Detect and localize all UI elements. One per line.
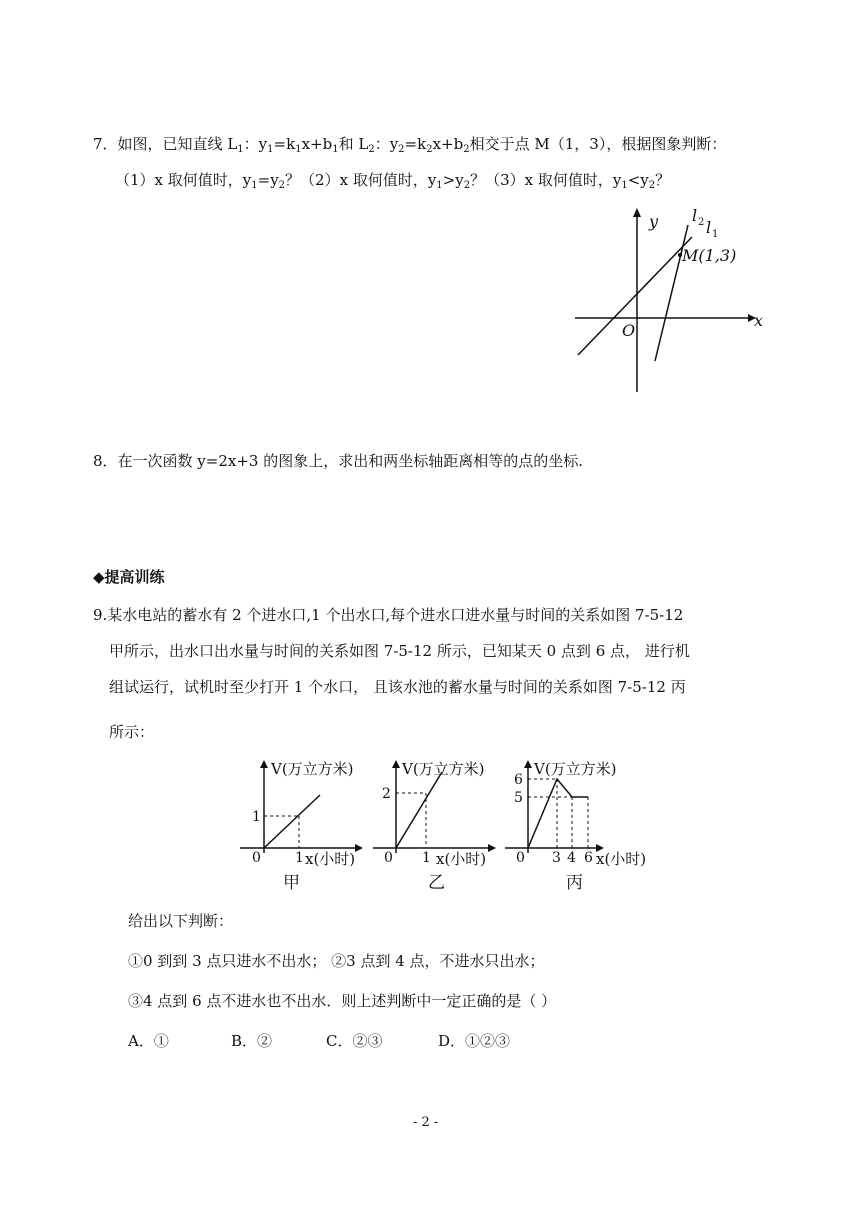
- x-tick-3: 3: [552, 850, 561, 866]
- sub: 1: [295, 144, 302, 155]
- option-c[interactable]: C．②③: [326, 1032, 383, 1050]
- q7-part-a: （1）x 取何值时，y: [115, 171, 252, 189]
- page-number: - 2 -: [413, 1115, 439, 1130]
- sub: 2: [426, 144, 433, 155]
- y-axis-arrow: [260, 760, 268, 768]
- origin-label: 0: [384, 850, 393, 866]
- label-y: y: [649, 212, 659, 231]
- x-tick-6: 6: [584, 850, 593, 866]
- q7-number: 7．: [93, 135, 118, 153]
- q7-text-c: =k: [273, 135, 296, 153]
- judge-line2: ③4 点到 6 点不进水也不出水．则上述判断中一定正确的是（ ）: [128, 992, 557, 1010]
- q7-text-i: 相交于点 M（1，3），根据图象判断：: [469, 135, 727, 153]
- caption: 乙: [428, 873, 445, 893]
- q7-text-a: 如图，已知直线 L: [117, 135, 238, 153]
- y-axis-arrow: [524, 760, 532, 768]
- q7-part-f: <y: [627, 171, 649, 189]
- option-a[interactable]: A．①: [128, 1032, 169, 1050]
- data-line: [396, 772, 442, 848]
- y-axis-arrow: [392, 760, 400, 768]
- q9-line2: 甲所示，出水口出水量与时间的关系如图 7-5-12 所示，已知某天 0 点到 6 点， 进行机: [109, 642, 690, 660]
- q7-line2: [115, 170, 670, 196]
- data-line: [264, 795, 320, 848]
- label-l1-sub: 1: [712, 229, 719, 240]
- sub: 1: [332, 144, 339, 155]
- graph-bing: [500, 758, 665, 898]
- label-l1: l: [706, 218, 712, 237]
- sub: 2: [398, 144, 405, 155]
- sub: 1: [251, 180, 258, 191]
- q8-text: 8．在一次函数 y=2x+3 的图象上，求出和两坐标轴距离相等的点的坐标.: [93, 452, 584, 470]
- x-axis-arrow: [355, 844, 363, 852]
- judge-line1: ①0 到到 3 点只进水不出水； ②3 点到 4 点，不进水只出水；: [128, 952, 545, 970]
- option-d[interactable]: D．①②③: [438, 1032, 511, 1050]
- sub: 2: [648, 180, 656, 191]
- sub: 2: [463, 180, 471, 191]
- x-label: x(小时): [305, 850, 356, 868]
- x-label: x(小时): [436, 850, 487, 868]
- label-x: x: [754, 311, 764, 330]
- x-tick: 1: [422, 850, 431, 866]
- q9-line4: 所示：: [109, 723, 155, 741]
- q7-part-c: ？（2）x 取何值时，y: [285, 171, 437, 189]
- q7-text-e: 和 L: [338, 135, 369, 153]
- sub: 2: [368, 144, 375, 155]
- option-b[interactable]: B．②: [231, 1032, 273, 1050]
- y-tick: 2: [382, 786, 391, 802]
- sub: 1: [436, 180, 443, 191]
- q7-text-b: ：y: [243, 135, 268, 153]
- y-tick-5: 5: [514, 790, 523, 806]
- x-label: x(小时): [596, 850, 647, 868]
- label-origin: O: [622, 321, 636, 340]
- y-tick: 1: [252, 809, 261, 825]
- data-line: [528, 779, 588, 848]
- sub: 2: [463, 144, 470, 155]
- label-m: M(1,3): [682, 246, 737, 265]
- sub: 1: [267, 144, 274, 155]
- label-l2-sub: 2: [698, 217, 705, 228]
- caption: 丙: [566, 873, 583, 893]
- y-axis-arrow: [633, 208, 641, 217]
- q7-part-e: ？（3）x 取何值时，y: [470, 171, 622, 189]
- q7-text-h: x+b: [432, 135, 464, 153]
- x-tick: 1: [295, 850, 304, 866]
- q7-text-d: x+b: [301, 135, 333, 153]
- caption: 甲: [283, 873, 300, 893]
- q7-text-g: =k: [404, 135, 427, 153]
- x-axis-arrow: [488, 844, 496, 852]
- section-title: ◆提高训练: [93, 568, 165, 586]
- q7-text-f: ：y: [374, 135, 399, 153]
- y-tick-6: 6: [514, 772, 523, 788]
- graph-yi: [368, 758, 508, 898]
- q9-line1: 9.某水电站的蓄水有 2 个进水口,1 个出水口,每个进水口进水量与时间的关系如图 7-5-12: [93, 606, 684, 624]
- judge-intro: 给出以下判断：: [128, 912, 234, 930]
- q9-line3: 组试运行，试机时至少打开 1 个水口， 且该水池的蓄水量与时间的关系如图 7-5-12 丙: [109, 678, 686, 696]
- sub: 1: [621, 180, 628, 191]
- origin-label: 0: [516, 850, 525, 866]
- origin-label: 0: [252, 850, 261, 866]
- label-l2: l: [692, 206, 698, 225]
- graph-jia: [235, 758, 375, 898]
- sub: 2: [278, 180, 286, 191]
- sub: 1: [237, 144, 244, 155]
- q7-figure: [570, 205, 770, 395]
- y-label: V(万立方米): [402, 760, 485, 778]
- q7-part-b: =y: [257, 171, 279, 189]
- y-label: V(万立方米): [534, 760, 617, 778]
- y-label: V(万立方米): [271, 760, 354, 778]
- q7-part-g: ？: [655, 171, 671, 189]
- x-tick-4: 4: [567, 850, 576, 866]
- q7-line1: [93, 134, 726, 160]
- q7-part-d: >y: [442, 171, 464, 189]
